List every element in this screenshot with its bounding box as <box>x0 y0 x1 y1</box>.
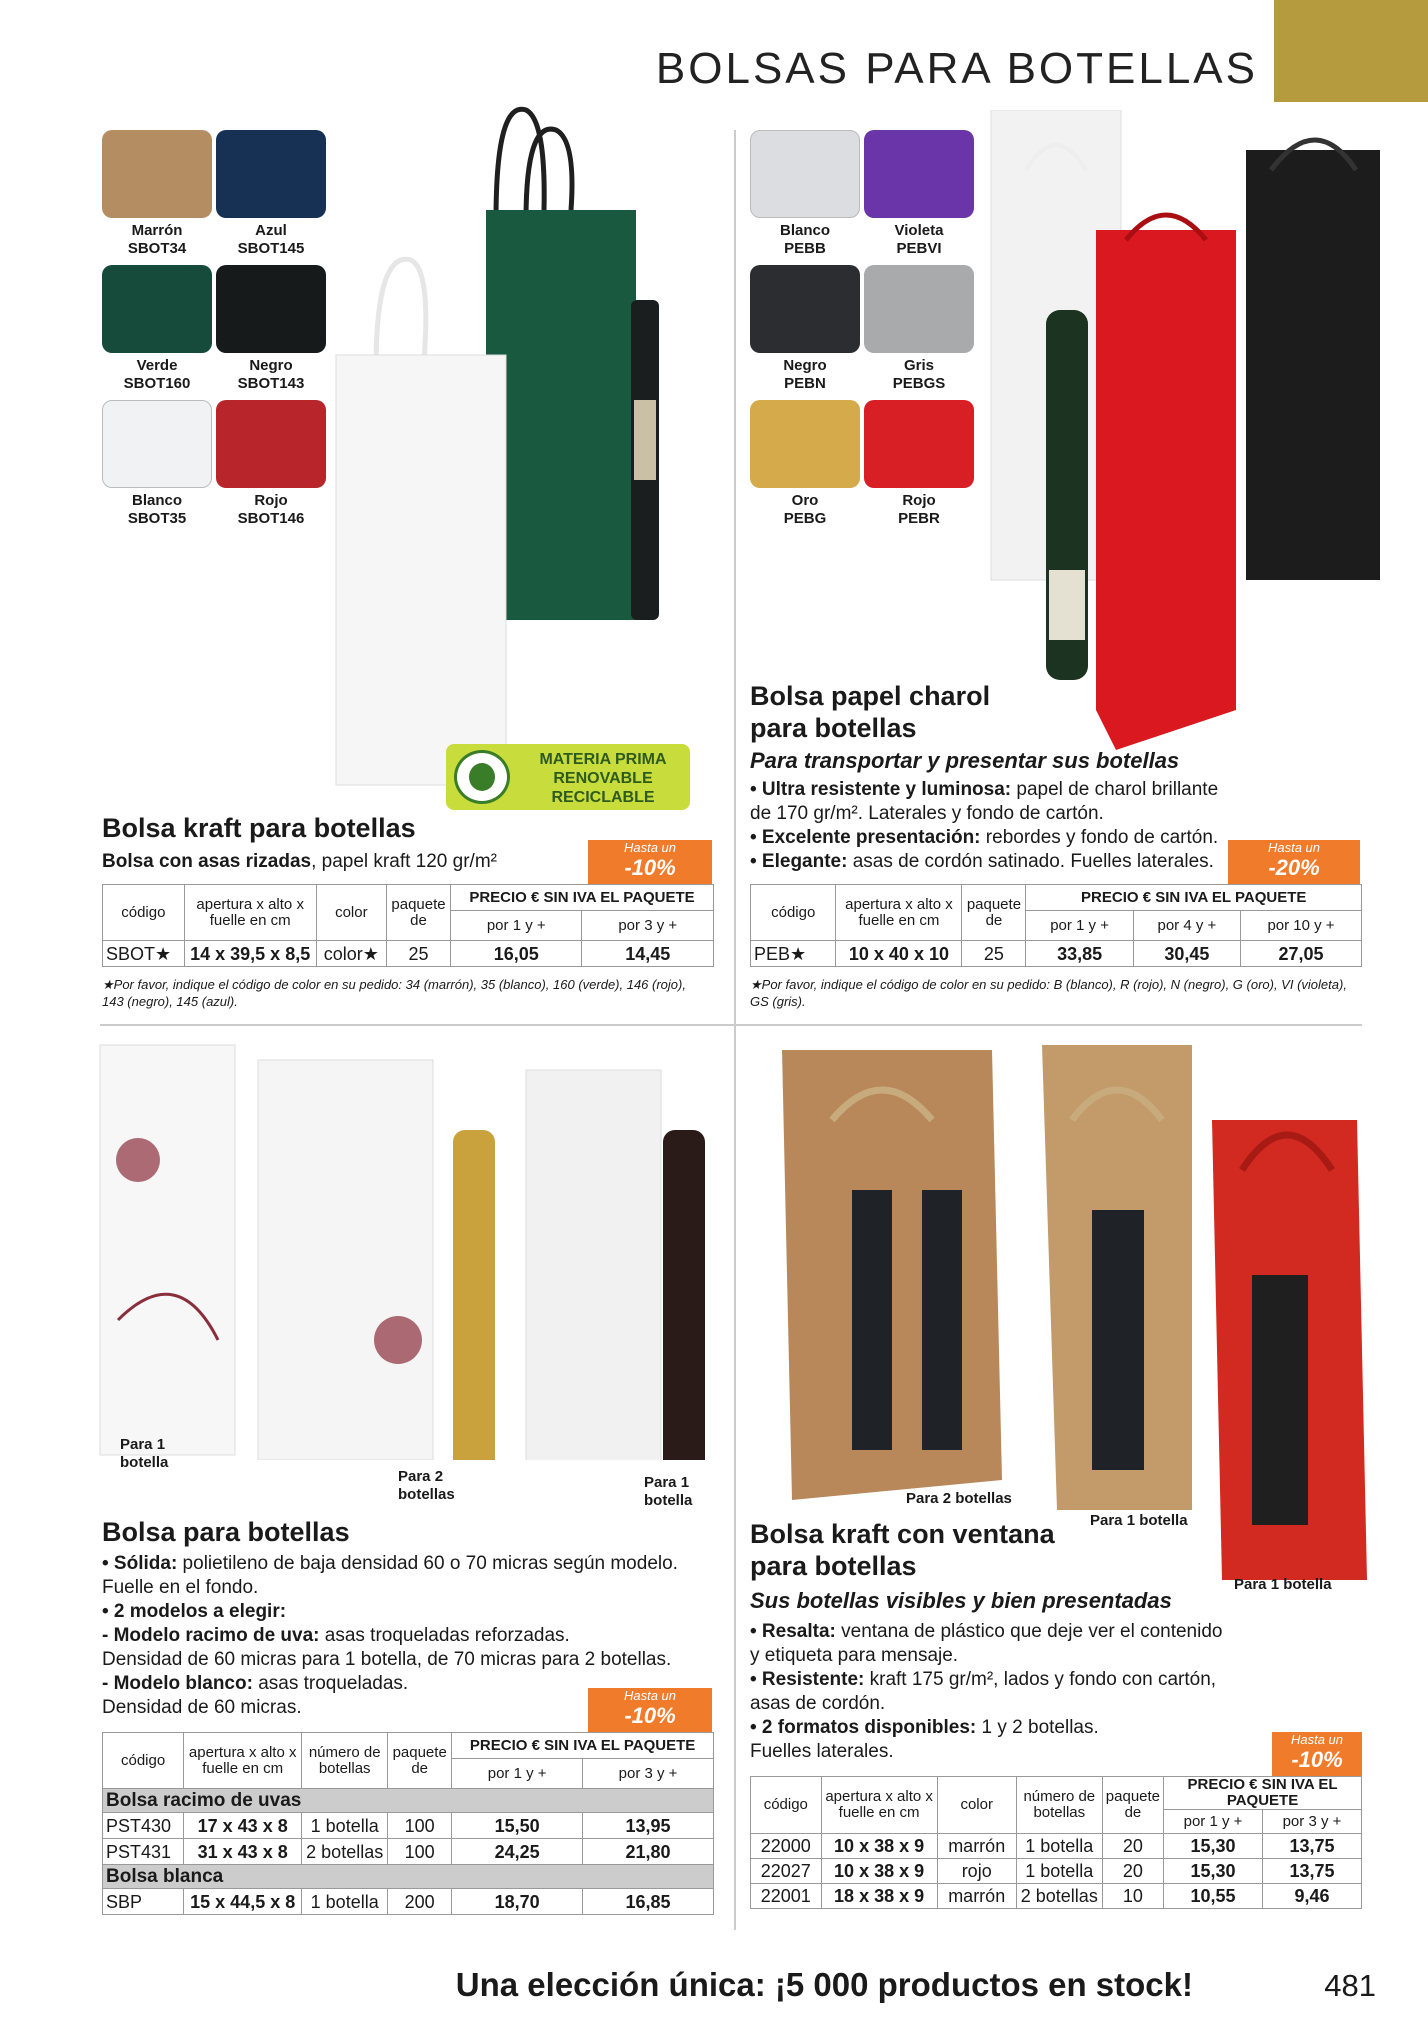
cell-apertura: 10 x 38 x 9 <box>821 1834 937 1859</box>
line-text: polietileno de baja densidad 60 o 70 micras según modelo. <box>177 1553 678 1574</box>
col-color: color <box>316 885 386 941</box>
group-row <box>103 1789 714 1813</box>
col-p1: por 1 y + <box>1026 911 1133 941</box>
window-price-table <box>750 1776 1362 1909</box>
window-discount-badge <box>1272 1732 1362 1776</box>
white-bag <box>336 355 506 785</box>
col-precio: PRECIO € SIN IVA EL PAQUETE <box>1026 885 1362 911</box>
kraft-swatch-label <box>99 357 215 393</box>
col-p2: por 4 y + <box>1133 911 1240 941</box>
kraft-swatch <box>216 265 326 353</box>
swatch-name: Blanco <box>131 492 182 509</box>
section-tab <box>1274 0 1428 102</box>
swatch-name: Violeta <box>894 222 944 239</box>
swatch-code: PEBG <box>783 510 827 527</box>
line-bold: • Resistente: <box>750 1669 865 1690</box>
swatch-name: Blanco <box>779 222 830 239</box>
swatch-name: Verde <box>136 357 178 374</box>
col-codigo: código <box>751 1777 822 1834</box>
charol-note: ★Por favor, indique el código de color en su pedido: B (blanco), R (rojo), N (negro), G (oro), VI (violeta), GS (gris). <box>750 977 1347 1009</box>
cell-p1: 15,30 <box>1164 1859 1263 1884</box>
cell-apertura: 10 x 40 x 10 <box>836 941 962 967</box>
swatch-name: Rojo <box>902 492 936 509</box>
cell-p1: 16,05 <box>451 941 582 967</box>
eco-label <box>446 744 690 810</box>
cell-color: marrón <box>937 1884 1016 1909</box>
table-row <box>751 1834 1362 1859</box>
window-label-3: Para 1 botella <box>1234 1576 1332 1593</box>
badge-top: Hasta un <box>1290 1732 1344 1747</box>
grape-motif <box>116 1138 160 1182</box>
bag-window-2 <box>922 1190 962 1450</box>
window-title: Bolsa kraft con ventana para botellas <box>750 1519 1055 1581</box>
cell-paquete: 200 <box>388 1889 452 1915</box>
col-p1: por 1 y + <box>451 911 582 941</box>
cell-color: color★ <box>316 941 386 967</box>
page-number: 481 <box>1324 1968 1376 2003</box>
line-text: 1 y 2 botellas. <box>976 1717 1099 1738</box>
cell-numero: 2 botellas <box>1016 1884 1102 1909</box>
table-row <box>103 1813 714 1839</box>
cell-p1: 18,70 <box>452 1889 583 1915</box>
charol-bags-image <box>986 110 1380 750</box>
col-p2: por 3 y + <box>1263 1810 1362 1834</box>
col-codigo: código <box>751 885 836 941</box>
charol-swatch <box>864 400 974 488</box>
bullet-bold: • Ultra resistente y luminosa: <box>750 779 1012 800</box>
bullet-text: papel de charol brillante de 170 gr/m². Laterales y fondo de cartón. <box>750 779 1219 824</box>
bullet-bold: • Elegante: <box>750 851 848 872</box>
window-line <box>750 1740 1270 1764</box>
cell-p2: 14,45 <box>582 941 714 967</box>
charol-swatch <box>750 400 860 488</box>
grape-bag-2 <box>258 1060 433 1460</box>
window-line <box>750 1668 1270 1692</box>
line-text: Fuelle en el fondo. <box>102 1577 259 1598</box>
charol-bullet-3 <box>750 850 1230 874</box>
swatch-name: Negro <box>249 357 293 374</box>
col-apertura: apertura x alto x fuelle en cm <box>184 885 316 941</box>
swatch-code: SBOT145 <box>237 240 305 257</box>
col-codigo: código <box>103 1733 184 1789</box>
cell-paquete: 25 <box>962 941 1026 967</box>
white-wine-bottle <box>453 1130 495 1460</box>
window-line <box>750 1644 1270 1668</box>
charol-swatch-label <box>861 222 977 258</box>
cell-apertura: 10 x 38 x 9 <box>821 1859 937 1884</box>
col-paquete: paquete de <box>1102 1777 1163 1834</box>
cell-apertura: 31 x 43 x 8 <box>184 1839 302 1865</box>
cell-p2: 9,46 <box>1263 1884 1362 1909</box>
col-p2: por 3 y + <box>582 911 714 941</box>
cell-p2: 21,80 <box>583 1839 714 1865</box>
plastic-label-3: Para 1 botella <box>644 1474 693 1509</box>
footer-slogan: Una elección única: ¡5 000 productos en stock! <box>455 1966 1193 2003</box>
col-numero: número de botellas <box>302 1733 388 1789</box>
kraft-swatch <box>102 130 212 218</box>
cell-apertura: 15 x 44,5 x 8 <box>184 1889 302 1915</box>
line-text: kraft 175 gr/m², lados y fondo con cartón, <box>864 1669 1217 1690</box>
plastic-label-1: Para 1 botella <box>120 1436 169 1471</box>
group-label: Bolsa racimo de uvas <box>103 1789 714 1813</box>
column-divider <box>734 130 736 1930</box>
col-paquete: paquete de <box>387 885 451 941</box>
col-p3: por 10 y + <box>1241 911 1362 941</box>
green-bag-handle-2 <box>526 129 572 220</box>
charol-bullet-1 <box>750 778 1230 826</box>
kraft-swatch <box>216 130 326 218</box>
plastic-line <box>102 1648 722 1672</box>
kraft-subtitle <box>102 850 497 874</box>
badge-pct: -10% <box>1291 1747 1343 1772</box>
charol-swatch-label <box>861 492 977 528</box>
table-row <box>103 941 714 967</box>
swatch-code: PEBN <box>784 375 826 392</box>
kraft-title: Bolsa kraft para botellas <box>102 813 416 843</box>
col-paquete: paquete de <box>388 1733 452 1789</box>
globe-icon <box>454 750 510 804</box>
window-bags-image <box>772 1040 1372 1600</box>
cell-codigo: 22001 <box>751 1884 822 1909</box>
cell-p2: 16,85 <box>583 1889 714 1915</box>
line-text: y etiqueta para mensaje. <box>750 1645 959 1666</box>
col-p1: por 1 y + <box>452 1759 583 1789</box>
plastic-title: Bolsa para botellas <box>102 1517 350 1547</box>
cell-codigo: SBOT★ <box>103 941 185 967</box>
swatch-name: Marrón <box>131 222 183 239</box>
cell-codigo: 22027 <box>751 1859 822 1884</box>
white-bag-handle <box>376 259 426 370</box>
red-gloss-bag <box>1096 230 1236 750</box>
eco-line-3: RECICLABLE <box>551 789 655 806</box>
group-label: Bolsa blanca <box>103 1865 714 1889</box>
kraft-swatch <box>102 265 212 353</box>
black-gloss-bag <box>1246 150 1380 580</box>
cell-codigo: PST430 <box>103 1813 184 1839</box>
cell-p1: 15,50 <box>452 1813 583 1839</box>
charol-discount-badge <box>1228 840 1360 884</box>
cell-p1: 10,55 <box>1164 1884 1263 1909</box>
badge-top: Hasta un <box>1267 840 1321 855</box>
line-bold: • Resalta: <box>750 1621 836 1642</box>
kraft-subtitle-bold: Bolsa con asas rizadas <box>102 851 312 872</box>
white-plastic-bag <box>526 1070 661 1460</box>
cell-p2: 13,75 <box>1263 1834 1362 1859</box>
page-title: BOLSAS PARA BOTELLAS <box>655 44 1258 93</box>
cell-p2: 13,95 <box>583 1813 714 1839</box>
cell-paquete: 20 <box>1102 1834 1163 1859</box>
eco-line-2: RENOVABLE <box>553 770 653 787</box>
line-text: ventana de plástico que deje ver el contenido <box>835 1621 1223 1642</box>
cell-apertura: 14 x 39,5 x 8,5 <box>184 941 316 967</box>
plastic-bags-image <box>98 1040 718 1460</box>
group-row <box>103 1865 714 1889</box>
col-precio: PRECIO € SIN IVA EL PAQUETE <box>1164 1777 1362 1810</box>
cell-p1: 24,25 <box>452 1839 583 1865</box>
window-label-1: Para 2 botellas <box>906 1490 1012 1507</box>
swatch-name: Negro <box>783 357 827 374</box>
row-divider <box>100 1024 1362 1026</box>
badge-top: Hasta un <box>623 840 677 855</box>
cell-numero: 1 botella <box>302 1889 388 1915</box>
bag-window-4 <box>1252 1275 1308 1525</box>
plastic-label-2: Para 2 botellas <box>398 1468 455 1503</box>
swatch-code: SBOT35 <box>127 510 187 527</box>
col-precio: PRECIO € SIN IVA EL PAQUETE <box>452 1733 714 1759</box>
charol-subtitle: Para transportar y presentar sus botellas <box>750 748 1180 773</box>
cell-paquete: 100 <box>388 1813 452 1839</box>
kraft-swatch-label <box>213 222 329 258</box>
plastic-line <box>102 1624 722 1648</box>
cell-p1: 15,30 <box>1164 1834 1263 1859</box>
kraft-swatch-label <box>99 492 215 528</box>
plastic-price-table <box>102 1732 714 1915</box>
charol-bullets <box>750 778 1230 874</box>
cell-p1: 33,85 <box>1026 941 1133 967</box>
table-row <box>751 941 1362 967</box>
green-bag <box>486 210 636 620</box>
plastic-discount-badge <box>588 1688 712 1732</box>
cell-paquete: 20 <box>1102 1859 1163 1884</box>
grape-bag-1 <box>100 1045 235 1455</box>
window-description <box>750 1620 1270 1764</box>
line-text: Densidad de 60 micras. <box>102 1697 302 1718</box>
kraft-price-table <box>102 884 714 967</box>
kraft-note: ★Por favor, indique el código de color en su pedido: 34 (marrón), 35 (blanco), 160 (verde), 146 (rojo), 143 (negro), 145 (azul). <box>102 977 686 1009</box>
window-subtitle: Sus botellas visibles y bien presentadas <box>750 1588 1172 1613</box>
cell-codigo: PST431 <box>103 1839 184 1865</box>
bag-window-3 <box>1092 1210 1144 1470</box>
bullet-bold: • Excelente presentación: <box>750 827 981 848</box>
cell-codigo: PEB★ <box>751 941 836 967</box>
kraft-bags-image <box>326 100 726 790</box>
cell-paquete: 100 <box>388 1839 452 1865</box>
cell-p3: 27,05 <box>1241 941 1362 967</box>
plastic-line <box>102 1576 722 1600</box>
charol-swatch <box>864 265 974 353</box>
kraft-swatch-label <box>99 222 215 258</box>
bullet-text: asas de cordón satinado. Fuelles laterales. <box>847 851 1214 872</box>
charol-title: Bolsa papel charol para botellas <box>750 681 991 743</box>
cell-codigo: 22000 <box>751 1834 822 1859</box>
cell-numero: 2 botellas <box>302 1839 388 1865</box>
charol-swatch <box>750 265 860 353</box>
line-bold: • 2 modelos a elegir: <box>102 1601 287 1622</box>
kraft-swatch <box>102 400 212 488</box>
champagne-label <box>1049 570 1085 640</box>
badge-pct: -10% <box>624 855 676 880</box>
window-label-2: Para 1 botella <box>1090 1512 1188 1529</box>
charol-swatch-label <box>747 357 863 393</box>
line-bold: - Modelo racimo de uva: <box>102 1625 320 1646</box>
plastic-line <box>102 1600 722 1624</box>
table-row <box>103 1889 714 1915</box>
window-line <box>750 1620 1270 1644</box>
line-bold: • Sólida: <box>102 1553 178 1574</box>
swatch-code: PEBVI <box>896 240 942 257</box>
charol-bullet-2 <box>750 826 1230 850</box>
charol-swatch <box>864 130 974 218</box>
col-paquete: paquete de <box>962 885 1026 941</box>
col-p2: por 3 y + <box>583 1759 714 1789</box>
swatch-name: Rojo <box>254 492 288 509</box>
swatch-name: Oro <box>791 492 819 509</box>
table-row <box>751 1859 1362 1884</box>
line-bold: - Modelo blanco: <box>102 1673 253 1694</box>
bullet-text: rebordes y fondo de cartón. <box>980 827 1219 848</box>
table-row <box>103 1839 714 1865</box>
kraft-discount-badge <box>588 840 712 884</box>
charol-price-table <box>750 884 1362 967</box>
col-apertura: apertura x alto x fuelle en cm <box>184 1733 302 1789</box>
swatch-code: PEBR <box>898 510 940 527</box>
table-row <box>751 1884 1362 1909</box>
col-apertura: apertura x alto x fuelle en cm <box>821 1777 937 1834</box>
swatch-name: Gris <box>903 357 934 374</box>
kraft-subtitle-rest: , papel kraft 120 gr/m² <box>311 851 497 872</box>
bottle-label <box>634 400 656 480</box>
cell-p2: 30,45 <box>1133 941 1240 967</box>
swatch-code: PEBGS <box>892 375 946 392</box>
cell-apertura: 17 x 43 x 8 <box>184 1813 302 1839</box>
col-p1: por 1 y + <box>1164 1810 1263 1834</box>
eco-line-1: MATERIA PRIMA <box>539 751 667 768</box>
badge-pct: -10% <box>624 1703 676 1728</box>
cell-paquete: 25 <box>387 941 451 967</box>
cell-numero: 1 botella <box>302 1813 388 1839</box>
badge-top: Hasta un <box>623 1688 677 1703</box>
charol-swatch-label <box>861 357 977 393</box>
cell-paquete: 10 <box>1102 1884 1163 1909</box>
line-bold: • 2 formatos disponibles: <box>750 1717 977 1738</box>
col-precio: PRECIO € SIN IVA EL PAQUETE <box>451 885 714 911</box>
charol-swatch-label <box>747 222 863 258</box>
col-color: color <box>937 1777 1016 1834</box>
line-text: Fuelles laterales. <box>750 1741 894 1762</box>
line-text: asas de cordón. <box>750 1693 886 1714</box>
line-text: asas troqueladas. <box>252 1673 409 1694</box>
kraft-swatch <box>216 400 326 488</box>
cell-color: marrón <box>937 1834 1016 1859</box>
col-apertura: apertura x alto x fuelle en cm <box>836 885 962 941</box>
red-wine-bottle <box>663 1130 705 1460</box>
swatch-code: SBOT146 <box>237 510 305 527</box>
bag-window <box>852 1190 892 1450</box>
kraft-swatch-label <box>213 492 329 528</box>
line-text: Densidad de 60 micras para 1 botella, de 70 micras para 2 botellas. <box>102 1649 672 1670</box>
kraft-swatch-label <box>213 357 329 393</box>
cell-p2: 13,75 <box>1263 1859 1362 1884</box>
line-text: asas troqueladas reforzadas. <box>319 1625 570 1646</box>
cell-apertura: 18 x 38 x 9 <box>821 1884 937 1909</box>
swatch-name: Azul <box>255 222 287 239</box>
cell-color: rojo <box>937 1859 1016 1884</box>
cell-numero: 1 botella <box>1016 1859 1102 1884</box>
green-bag-handle <box>496 109 544 220</box>
swatch-code: SBOT143 <box>237 375 305 392</box>
cell-codigo: SBP <box>103 1889 184 1915</box>
window-line <box>750 1692 1270 1716</box>
charol-swatch <box>750 130 860 218</box>
swatch-code: SBOT160 <box>123 375 191 392</box>
col-codigo: código <box>103 885 185 941</box>
plastic-line <box>102 1552 722 1576</box>
swatch-code: SBOT34 <box>127 240 187 257</box>
col-numero: número de botellas <box>1016 1777 1102 1834</box>
badge-pct: -20% <box>1268 855 1320 880</box>
window-line <box>750 1716 1270 1740</box>
swatch-code: PEBB <box>784 240 826 257</box>
grape-motif-2 <box>374 1316 422 1364</box>
charol-swatch-label <box>747 492 863 528</box>
cell-numero: 1 botella <box>1016 1834 1102 1859</box>
